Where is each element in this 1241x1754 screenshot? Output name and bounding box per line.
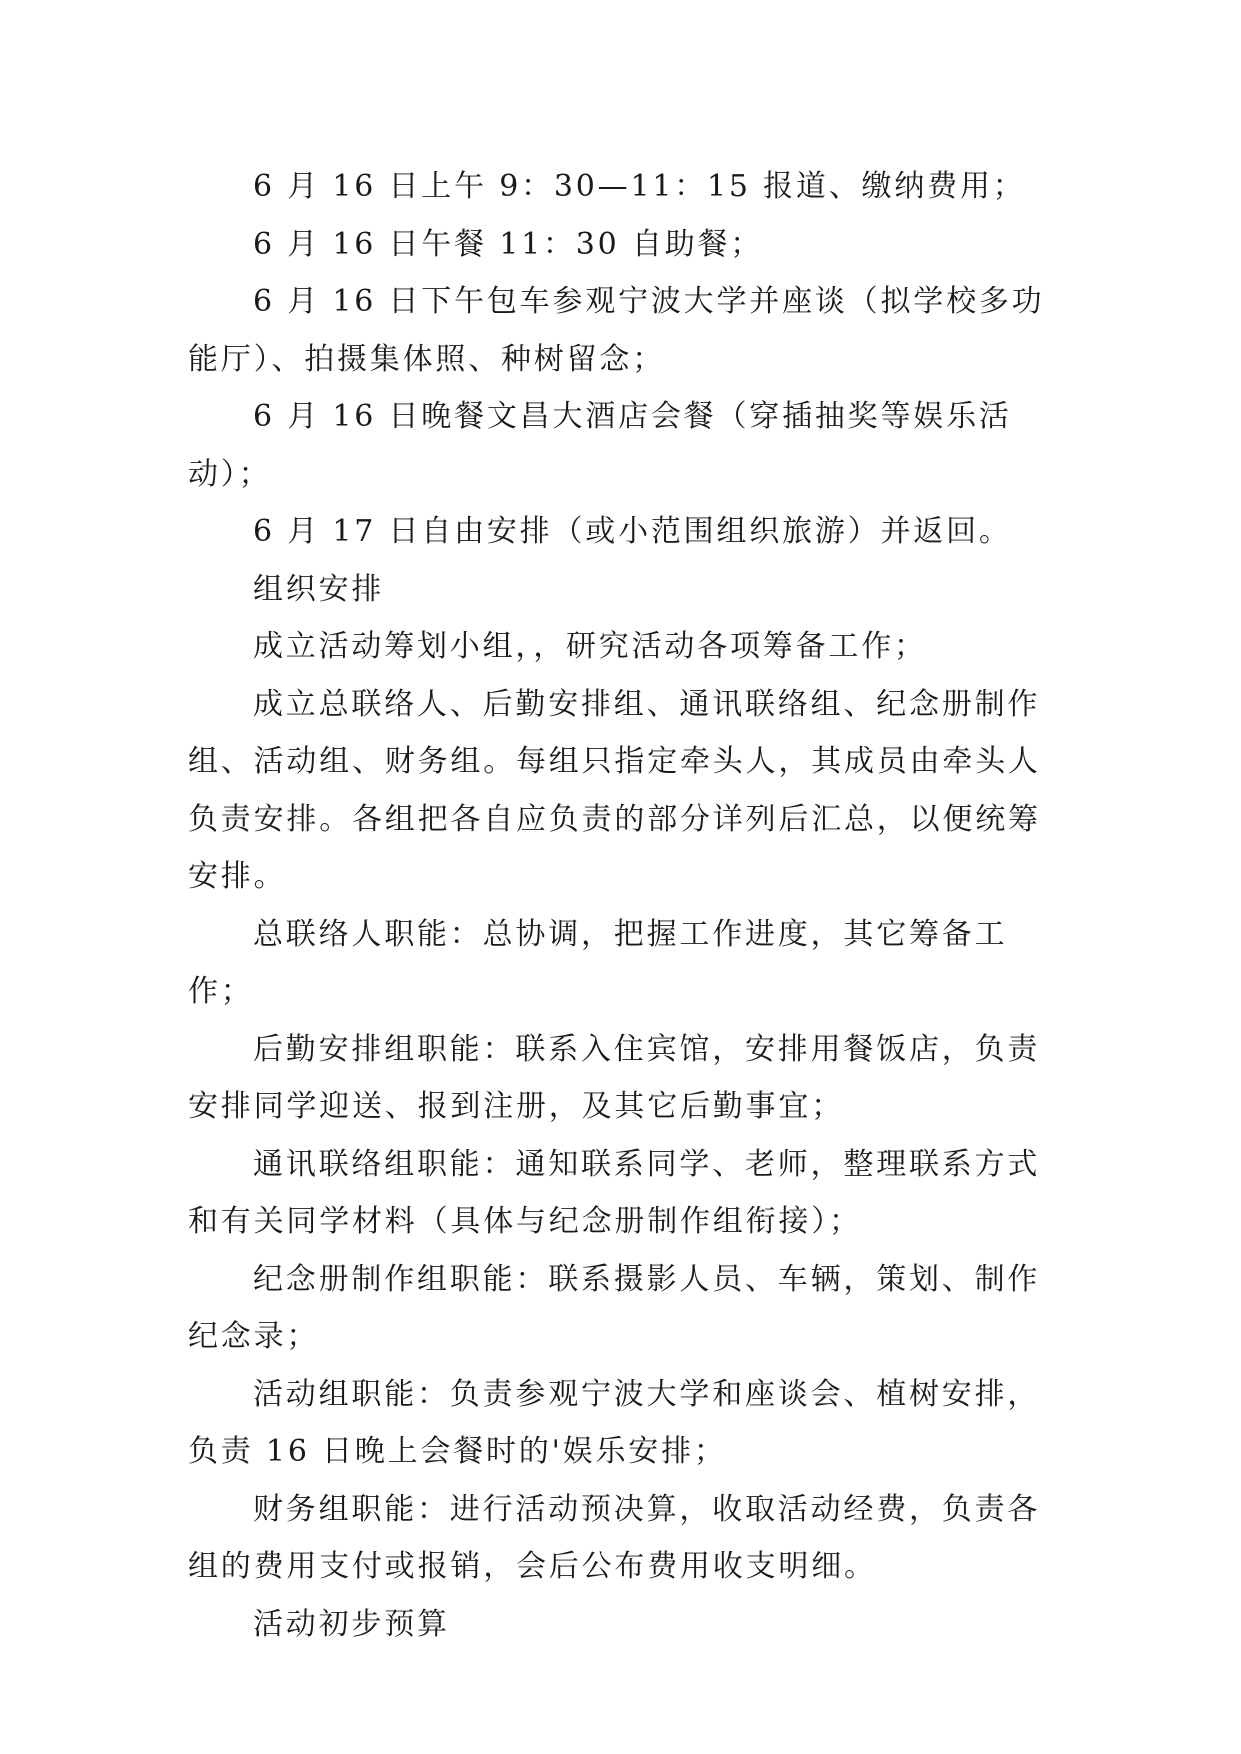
paragraph-logistics-role: 后勤安排组职能：联系入住宾馆，安排用餐饭店，负责安排同学迎送、报到注册，及其它后勤事宜；	[188, 1031, 1041, 1124]
paragraph-communication-role: 通讯联络组职能：通知联系同学、老师，整理联系方式和有关同学材料（具体与纪念册制作组衔接）；	[188, 1146, 1041, 1239]
paragraph-schedule-free-day: 6 月 17 日自由安排（或小范围组织旅游）并返回。	[253, 514, 1012, 549]
document-body	[188, 158, 1068, 1653]
paragraph-album-role: 纪念册制作组职能：联系摄影人员、车辆，策划、制作纪念录；	[188, 1261, 1041, 1354]
paragraph-schedule-dinner: 6 月 16 日晚餐文昌大酒店会餐（穿插抽奖等娱乐活动）；	[188, 399, 1012, 492]
paragraph-schedule-lunch: 6 月 16 日午餐 11：30 自助餐；	[253, 226, 764, 262]
paragraph-groups-setup: 成立总联络人、后勤安排组、通讯联络组、纪念册制作组、活动组、财务组。每组只指定牵头人，其成员由牵头人负责安排。各组把各自应负责的部分详列后汇总，以便统筹安排。	[188, 686, 1041, 894]
section-heading-budget: 活动初步预算	[253, 1606, 450, 1642]
paragraph-schedule-afternoon-visit: 6 月 16 日下午包车参观宁波大学并座谈（拟学校多功能厅）、拍摄集体照、种树留念；	[188, 284, 1045, 377]
paragraph-finance-role: 财务组职能：进行活动预决算，收取活动经费，负责各组的费用支付或报销，会后公布费用收支明细。	[188, 1491, 1041, 1584]
paragraph-schedule-registration: 6 月 16 日上午 9：30—11：15 报道、缴纳费用；	[253, 169, 1026, 204]
paragraph-activity-role: 活动组职能：负责参观宁波大学和座谈会、植树安排，负责 16 日晚上会餐时的'娱乐安排；	[188, 1376, 1041, 1469]
paragraph-planning-group: 成立活动筹划小组，，研究活动各项筹备工作；	[253, 629, 927, 664]
paragraph-chief-contact-role: 总联络人职能：总协调，把握工作进度，其它筹备工作；	[188, 916, 1008, 1009]
section-heading-organization: 组织安排	[253, 571, 385, 607]
